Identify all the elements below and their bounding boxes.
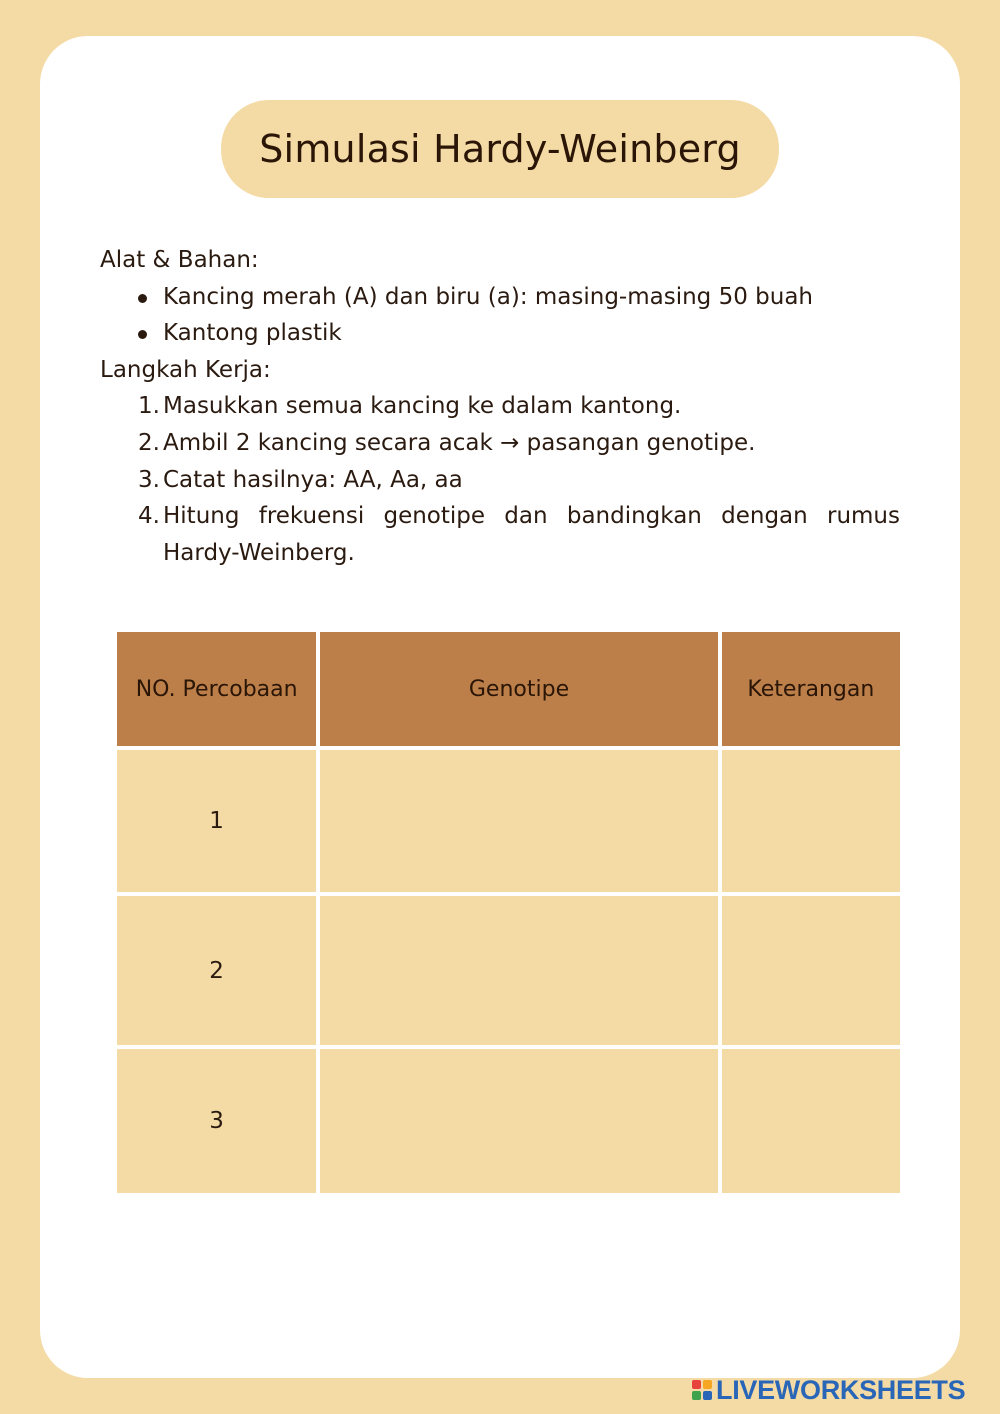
instructions <box>100 242 900 571</box>
table-row <box>117 1049 900 1193</box>
results-table <box>113 628 904 1197</box>
logo-square <box>692 1380 701 1389</box>
step-number: 1. <box>138 393 160 420</box>
cell-no: 3 <box>117 1049 316 1193</box>
cell-no: 2 <box>117 896 316 1045</box>
page-title: Simulasi Hardy-Weinberg <box>221 100 779 198</box>
step-text: Ambil 2 kancing secara acak → pasangan genotipe. <box>163 429 756 456</box>
cell-genotipe[interactable] <box>320 750 718 892</box>
cell-keterangan[interactable] <box>722 750 900 892</box>
step-number: 4. <box>138 503 160 530</box>
header-no-percobaan: NO. Percobaan <box>117 632 316 746</box>
step-text: Masukkan semua kancing ke dalam kantong. <box>163 393 682 420</box>
list-item <box>100 425 900 462</box>
list-item <box>100 498 900 571</box>
table-row <box>117 896 900 1045</box>
cell-keterangan[interactable] <box>722 1049 900 1193</box>
header-genotipe: Genotipe <box>320 632 718 746</box>
header-keterangan: Keterangan <box>722 632 900 746</box>
table-header-row <box>117 632 900 746</box>
brand-name: LIVEWORKSHEETS <box>716 1374 966 1405</box>
step-number: 2. <box>138 429 160 456</box>
material-text: Kancing merah (A) dan biru (a): masing-masing 50 buah <box>163 283 814 310</box>
cell-no: 1 <box>117 750 316 892</box>
step-number: 3. <box>138 466 160 493</box>
list-item <box>100 462 900 499</box>
cell-keterangan[interactable] <box>722 896 900 1045</box>
steps-list <box>100 388 900 571</box>
materials-heading: Alat & Bahan: <box>100 247 259 273</box>
step-text: Hitung frekuensi genotipe dan bandingkan dengan rumus Hardy-Weinberg. <box>163 503 900 566</box>
material-text: Kantong plastik <box>163 320 342 347</box>
cell-genotipe[interactable] <box>320 1049 718 1193</box>
list-item <box>100 388 900 425</box>
step-text: Catat hasilnya: AA, Aa, aa <box>163 466 463 493</box>
list-item <box>100 279 900 316</box>
liveworksheets-brand[interactable] <box>692 1376 965 1404</box>
liveworksheets-logo-icon <box>692 1380 712 1400</box>
steps-heading: Langkah Kerja: <box>100 356 271 383</box>
bullet-icon <box>138 294 147 303</box>
cell-genotipe[interactable] <box>320 896 718 1045</box>
bullet-icon <box>138 330 147 339</box>
logo-square <box>703 1391 712 1400</box>
table-row <box>117 750 900 892</box>
materials-list <box>100 279 900 352</box>
list-item <box>100 315 900 352</box>
logo-square <box>692 1391 701 1400</box>
logo-square <box>703 1380 712 1389</box>
